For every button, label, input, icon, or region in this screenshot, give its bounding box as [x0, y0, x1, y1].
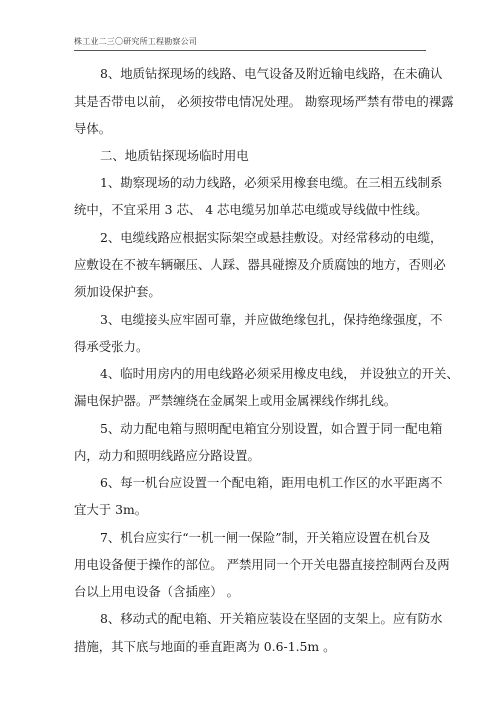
paragraph-line: 4、临时用房内的用电线路必须采用橡皮电线， 并设独立的开关、 [100, 366, 459, 381]
paragraph-line: 应敷设在不被车辆碾压、人踩、器具碰擦及介质腐蚀的地方，否则必 [74, 257, 446, 272]
paragraph-line: 2、电缆线路应根据实际架空或悬挂敷设。对经常移动的电缆， [100, 230, 443, 245]
paragraph-line: 5、动力配电箱与照明配电箱宜分别设置，如合置于同一配电箱 [100, 421, 443, 436]
paragraph-line: 1、勘察现场的动力线路，必须采用橡套电缆。在三相五线制系 [100, 175, 443, 190]
section-heading: 二、地质钻探现场临时用电 [100, 148, 249, 163]
paragraph-line: 统中，不宜采用 3 芯、 4 芯电缆另加单芯电缆或导线做中性线。 [74, 202, 428, 217]
paragraph-line: 6、每一机台应设置一个配电箱，距用电机工作区的水平距离不 [100, 475, 443, 490]
paragraph-line: 台以上用电设备（含插座） 。 [74, 584, 240, 599]
paragraph-line: 内，动力和照明线路应分路设置。 [74, 448, 260, 463]
paragraph-line: 3、电缆接头应牢固可靠，并应做绝缘包扎，保持绝缘强度，不 [100, 312, 443, 327]
paragraph-line: 7、机台应实行“一机一闸一保险”制，开关箱应设置在机台及 [100, 530, 431, 545]
paragraph-line: 导体。 [74, 121, 112, 136]
paragraph-line: 措施，其下底与地面的垂直距离为 0.6-1.5m 。 [74, 639, 336, 654]
paragraph-line: 须加设保护套。 [74, 284, 161, 299]
paragraph-line: 宜大于 3m。 [74, 502, 148, 517]
paragraph-line: 8、移动式的配电箱、开关箱应装设在坚固的支架上。应有防水 [100, 611, 443, 626]
paragraph-line: 8、地质钻探现场的线路、电气设备及附近输电线路，在未确认 [100, 66, 443, 81]
paragraph-line: 用电设备便于操作的部位。 严禁用同一个开关电器直接控制两台及两 [74, 557, 450, 572]
page-header: 株工业二三〇研究所工程勘察公司 [74, 37, 197, 46]
paragraph-line: 其是否带电以前， 必须按带电情况处理。 勘察现场严禁有带电的裸露 [74, 94, 454, 109]
paragraph-line: 漏电保护器。严禁缠绕在金属架上或用金属裸线作绑扎线。 [74, 393, 397, 408]
header-divider [74, 50, 426, 51]
paragraph-line: 得承受张力。 [74, 339, 149, 354]
